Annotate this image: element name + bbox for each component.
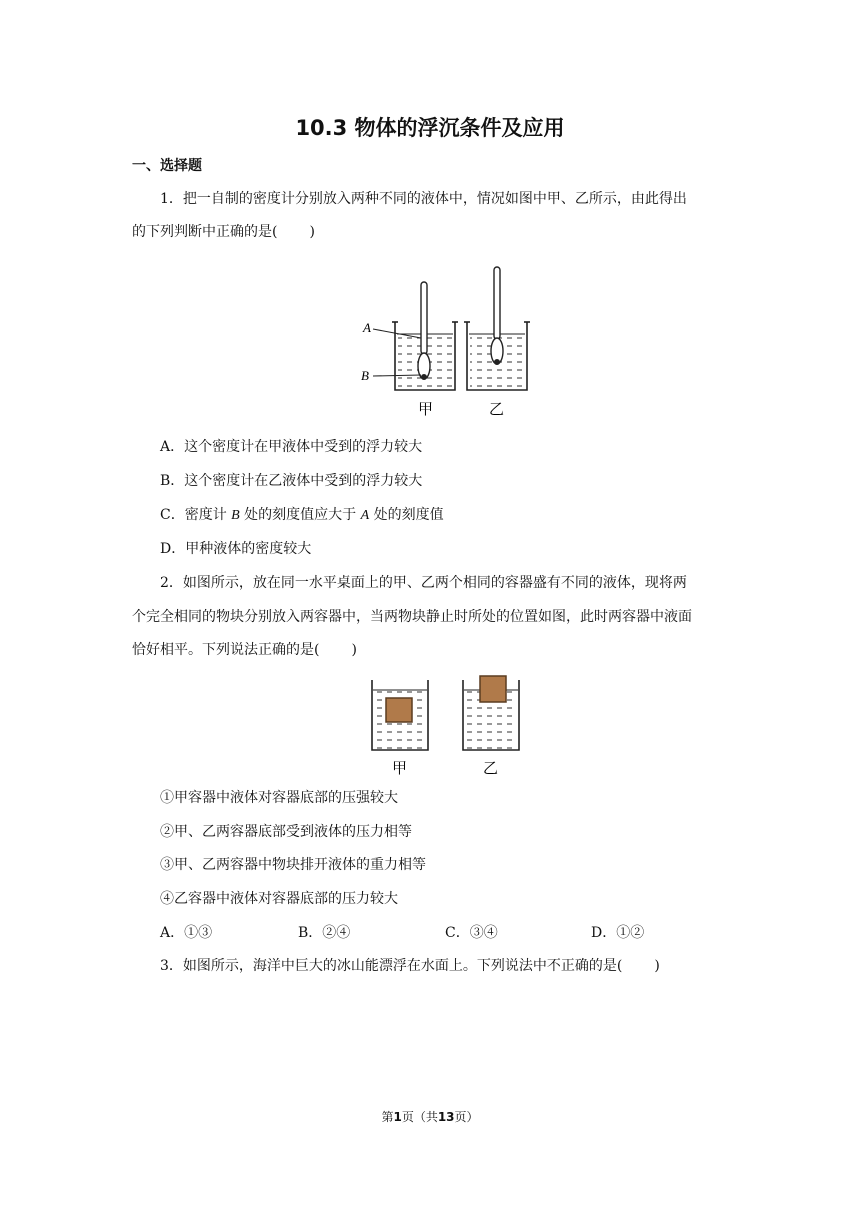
q1-option-d: D．甲种液体的密度较大 bbox=[160, 541, 312, 557]
q2-statement-1: ①甲容器中液体对容器底部的压强较大 bbox=[160, 790, 398, 806]
q2-statement-2: ②甲、乙两容器底部受到液体的压力相等 bbox=[160, 824, 412, 840]
caption-yi: 乙 bbox=[489, 400, 505, 418]
q2-statement-4: ④乙容器中液体对容器底部的压力较大 bbox=[160, 891, 398, 907]
q1-figure-hydrometers bbox=[355, 262, 545, 422]
q2-stem-line1: 2．如图所示，放在同一水平桌面上的甲、乙两个相同的容器盛有不同的液体，现将两 bbox=[160, 575, 687, 591]
page-title: 10.3 物体的浮沉条件及应用 bbox=[295, 116, 565, 140]
q2-statement-3: ③甲、乙两容器中物块排开液体的重力相等 bbox=[160, 857, 426, 873]
q1-stem-line2: 的下列判断中正确的是( ) bbox=[132, 224, 315, 240]
caption-jia-2: 甲 bbox=[392, 759, 408, 777]
hydrometer-yi bbox=[494, 267, 500, 339]
label-a: A bbox=[363, 320, 371, 335]
block-yi bbox=[480, 676, 506, 702]
q2-option-d: D．①② bbox=[591, 925, 645, 941]
section-heading: 一、选择题 bbox=[132, 158, 202, 174]
q2-stem-line3: 恰好相平。下列说法正确的是( ) bbox=[132, 642, 357, 658]
q2-option-a: A．①③ bbox=[160, 925, 213, 941]
q1-stem-line1: 1．把一自制的密度计分别放入两种不同的液体中，情况如图中甲、乙所示，由此得出 bbox=[160, 191, 687, 207]
q1-option-b: B．这个密度计在乙液体中受到的浮力较大 bbox=[160, 473, 423, 489]
caption-jia: 甲 bbox=[418, 400, 434, 418]
page-footer: 第1页（共13页） bbox=[381, 1110, 479, 1124]
q1-option-c: C．密度计 B 处的刻度值应大于 A 处的刻度值 bbox=[160, 507, 444, 523]
q3-stem: 3．如图所示，海洋中巨大的冰山能漂浮在水面上。下列说法中不正确的是( ) bbox=[160, 958, 660, 974]
label-b: B bbox=[361, 368, 369, 383]
caption-yi-2: 乙 bbox=[483, 759, 499, 777]
hydrometer-jia bbox=[421, 282, 427, 354]
q2-option-c: C．③④ bbox=[445, 925, 498, 941]
block-jia bbox=[386, 698, 412, 722]
q2-figure-containers bbox=[365, 672, 535, 782]
q1-option-a: A．这个密度计在甲液体中受到的浮力较大 bbox=[160, 439, 423, 455]
q2-option-b: B．②④ bbox=[298, 925, 351, 941]
q2-stem-line2: 个完全相同的物块分别放入两容器中，当两物块静止时所处的位置如图，此时两容器中液面 bbox=[132, 609, 692, 625]
